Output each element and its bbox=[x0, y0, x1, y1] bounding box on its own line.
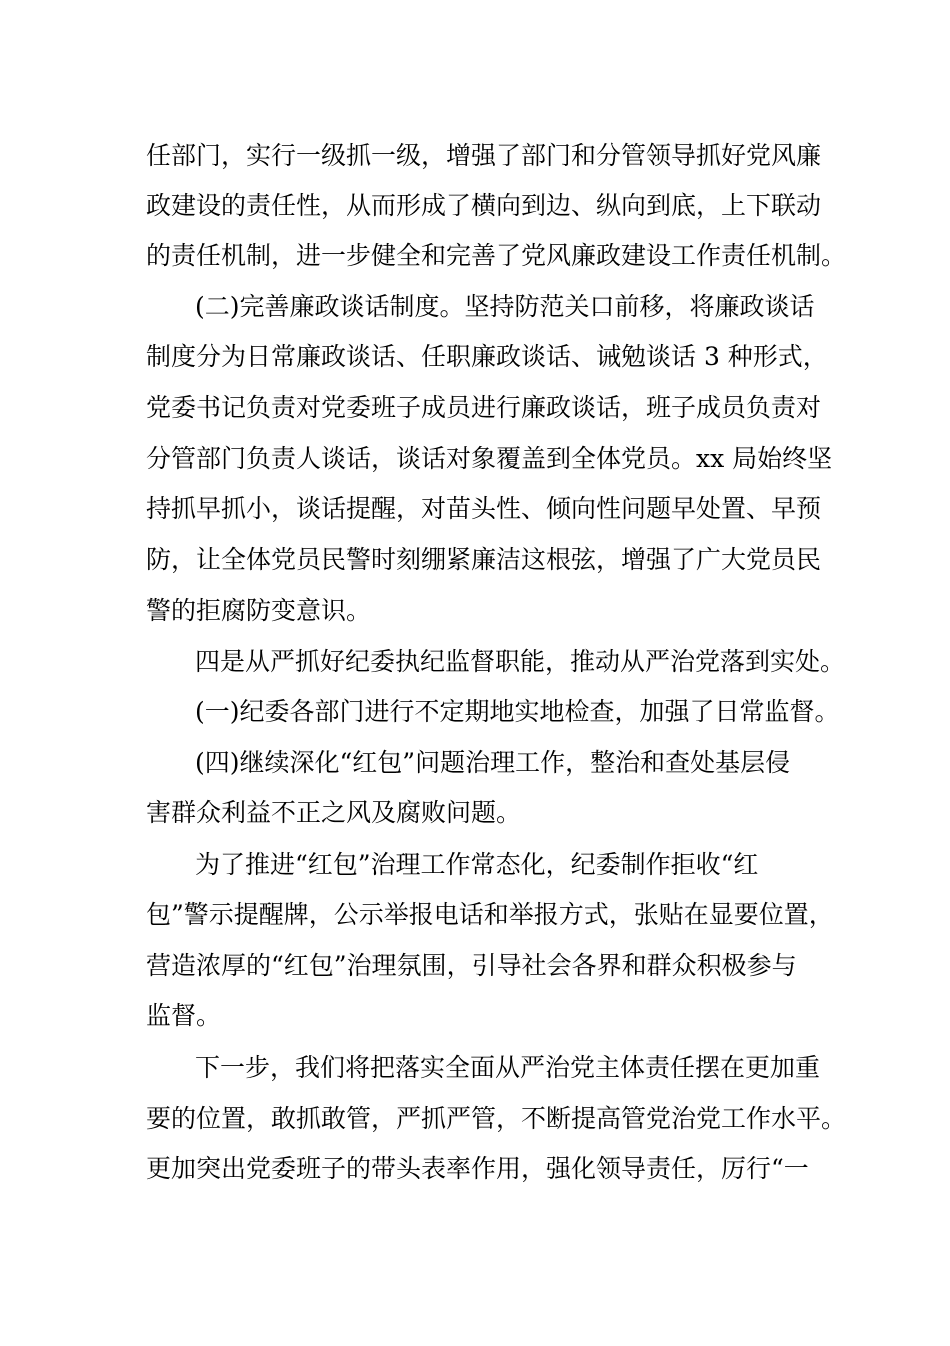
text-line: 持抓早抓小，谈话提醒，对苗头性、倾向性问题早处置、早预 bbox=[146, 494, 822, 523]
paragraph-start-line: (四)继续深化“红包”问题治理工作，整治和查处基层侵 bbox=[195, 748, 791, 777]
paragraph-start-line: 为了推进“红包”治理工作常态化，纪委制作拒收“红 bbox=[195, 850, 759, 879]
text-line: 要的位置，敢抓敢管，严抓严管，不断提高管党治党工作水平。 bbox=[146, 1104, 847, 1133]
text-line: 监督。 bbox=[146, 1001, 222, 1030]
text-line: 警的拒腐防变意识。 bbox=[146, 596, 372, 625]
text-line: 包”警示提醒牌，公示举报电话和举报方式，张贴在显要位置， bbox=[146, 900, 834, 929]
paragraph-start-line: (二)完善廉政谈话制度。坚持防范关口前移，将廉政谈话 bbox=[195, 292, 815, 321]
paragraph-start-line: (一)纪委各部门进行不定期地实地检查，加强了日常监督。 bbox=[195, 697, 840, 726]
text-line: 政建设的责任性，从而形成了横向到边、纵向到底，上下联动 bbox=[146, 191, 822, 220]
text-line: 害群众利益不正之风及腐败问题。 bbox=[146, 798, 522, 827]
text-line: 制度分为日常廉政谈话、任职廉政谈话、诫勉谈话 3 种形式， bbox=[146, 342, 828, 371]
paragraph-start-line: 四是从严抓好纪委执纪监督职能，推动从严治党落到实处。 bbox=[195, 647, 846, 676]
text-line: 的责任机制，进一步健全和完善了党风廉政建设工作责任机制。 bbox=[146, 241, 847, 270]
text-line: 分管部门负责人谈话，谈话对象覆盖到全体党员。xx 局始终坚 bbox=[146, 444, 833, 473]
text-line: 任部门，实行一级抓一级，增强了部门和分管领导抓好党风廉 bbox=[146, 141, 822, 170]
text-line: 营造浓厚的“红包”治理氛围，引导社会各界和群众积极参与 bbox=[146, 951, 797, 980]
paragraph-start-line: 下一步，我们将把落实全面从严治党主体责任摆在更加重 bbox=[195, 1053, 821, 1082]
text-line: 防，让全体党员民警时刻绷紧廉洁这根弦，增强了广大党员民 bbox=[146, 545, 822, 574]
text-line: 党委书记负责对党委班子成员进行廉政谈话，班子成员负责对 bbox=[146, 393, 822, 422]
text-line: 更加突出党委班子的带头表率作用，强化领导责任，厉行“一 bbox=[146, 1154, 809, 1183]
